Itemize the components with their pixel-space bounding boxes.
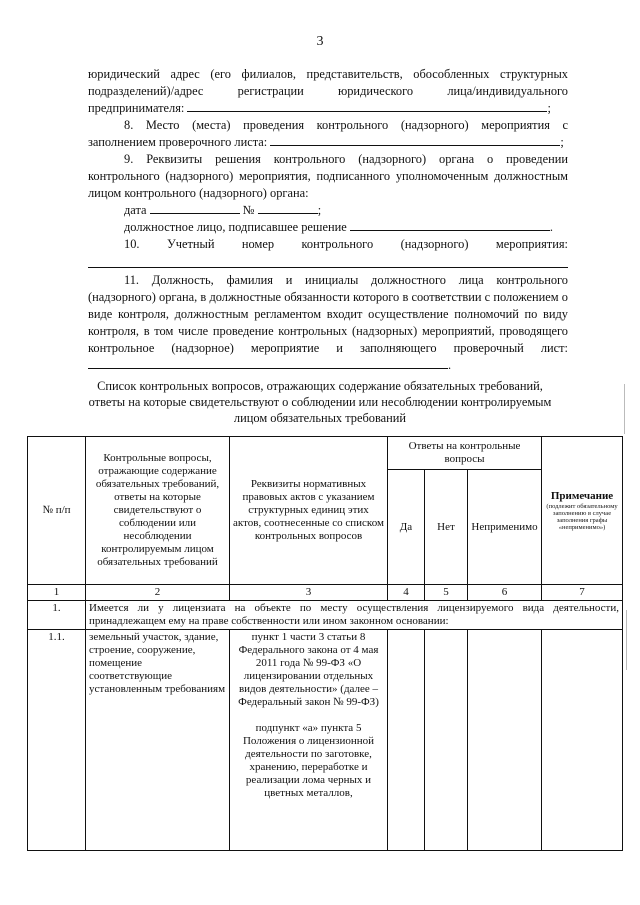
- section-1-text: Имеется ли у лицензиата на объекте по месту осуществления лицензируемого вида деятельности, принадлежащем ему на праве собственности или ином законном основании:: [86, 601, 623, 630]
- row-1-1-yes-cell[interactable]: [388, 630, 425, 851]
- col-number-6: 6: [468, 585, 542, 601]
- paragraph-8: 8. Место (места) проведения контрольного (надзорного) мероприятия с заполнением проверочного листа: ;: [88, 118, 568, 149]
- table-row-section-1: [28, 601, 623, 630]
- col-number-2: 2: [86, 585, 230, 601]
- decision-date-field[interactable]: [150, 202, 240, 214]
- inspection-place-field-line[interactable]: [270, 134, 560, 146]
- page-number: 3: [316, 34, 324, 49]
- header-note-hint: (подлежит обязательному заполнению в случае заполнения графы «неприменимо»): [546, 503, 618, 531]
- checklist-table: [27, 436, 623, 851]
- table-row-1-1: [28, 630, 623, 851]
- header-yes: Да: [388, 470, 425, 585]
- col-number-7: 7: [542, 585, 623, 601]
- col-number-4: 4: [388, 585, 425, 601]
- row-1-1-na-cell[interactable]: [468, 630, 542, 851]
- row-1-1-no-cell[interactable]: [425, 630, 468, 851]
- row-1-1-requisites: [230, 630, 388, 851]
- decision-date-row: дата № ;: [124, 203, 322, 217]
- scan-artifact: [626, 610, 627, 670]
- header-questions: Контрольные вопросы, отражающие содержание обязательных требований, ответы на которые свидетельствуют о соблюдении или несоблюдении контролируемым лицом обязательных требований: [86, 437, 230, 585]
- scan-artifact: [624, 384, 625, 434]
- address-field-line[interactable]: [187, 100, 547, 112]
- header-na: Неприменимо: [468, 470, 542, 585]
- header-num: № п/п: [28, 437, 86, 585]
- row-1-1-requisites-law: пункт 1 части 3 статьи 8 Федерального закона от 4 мая 2011 года № 99-ФЗ «О лицензировании отдельных видов деятельности» (далее – Федеральный закон № 99-ФЗ): [238, 631, 379, 708]
- header-note: [542, 437, 623, 585]
- registration-number-field-line[interactable]: [88, 253, 568, 268]
- col-number-1: 1: [28, 585, 86, 601]
- col-number-3: 3: [230, 585, 388, 601]
- paragraph-9: 9. Реквизиты решения контрольного (надзорного) органа о проведении контрольного (надзорного) мероприятия, подписанного уполномоченным должностным лицом контрольного (надзорного) органа:: [88, 152, 568, 200]
- row-1-1-question: земельный участок, здание, строение, сооружение, помещение соответствующие установленным требованиям: [86, 630, 230, 851]
- column-numbers-row: [28, 585, 623, 601]
- inspector-field-line[interactable]: [88, 357, 448, 369]
- section-1-num: 1.: [28, 601, 86, 630]
- decision-number-field[interactable]: [258, 202, 318, 214]
- paragraph-10: 10. Учетный номер контрольного (надзорного) мероприятия:: [124, 237, 568, 251]
- paragraph-11: 11. Должность, фамилия и инициалы должностного лица контрольного (надзорного) органа, в должностные обязанности которого в соответствии с положением о виде контроля, должностным регламентом входит осуществление полномочий по виду контроля, в том числе проведение контрольных (надзорных) мероприятий, проводящего контрольное (надзорное) мероприятие и заполняющего проверочный лист: .: [88, 273, 568, 372]
- table-header-row: [28, 437, 623, 470]
- decision-official-row: должностное лицо, подписавшее решение .: [124, 220, 553, 234]
- row-1-1-note-cell[interactable]: [542, 630, 623, 851]
- document-body: [88, 66, 568, 374]
- row-1-1-num: 1.1.: [28, 630, 86, 851]
- header-no: Нет: [425, 470, 468, 585]
- row-1-1-requisites-regulation: подпункт «а» пункта 5 Положения о лицензионной деятельности по заготовке, хранению, переработке и реализации лома черных и цветных металлов,: [242, 722, 375, 799]
- decision-official-field[interactable]: [350, 219, 550, 231]
- header-answers: Ответы на контрольные вопросы: [388, 437, 542, 470]
- checklist-heading: Список контрольных вопросов, отражающих содержание обязательных требований, ответы на которые свидетельствуют о соблюдении или несоблюдении контролируемым лицом обязательных требований: [88, 379, 552, 425]
- header-requisites: Реквизиты нормативных правовых актов с указанием структурных единиц этих актов, соотнесенные со списком контрольных вопросов: [230, 437, 388, 585]
- col-number-5: 5: [425, 585, 468, 601]
- paragraph-7-continuation: юридический адрес (его филиалов, представительств, обособленных структурных подразделений)/адрес регистрации юридического лица/индивидуального предпринимателя: ;: [88, 67, 568, 115]
- header-note-title: Примечание: [550, 490, 614, 502]
